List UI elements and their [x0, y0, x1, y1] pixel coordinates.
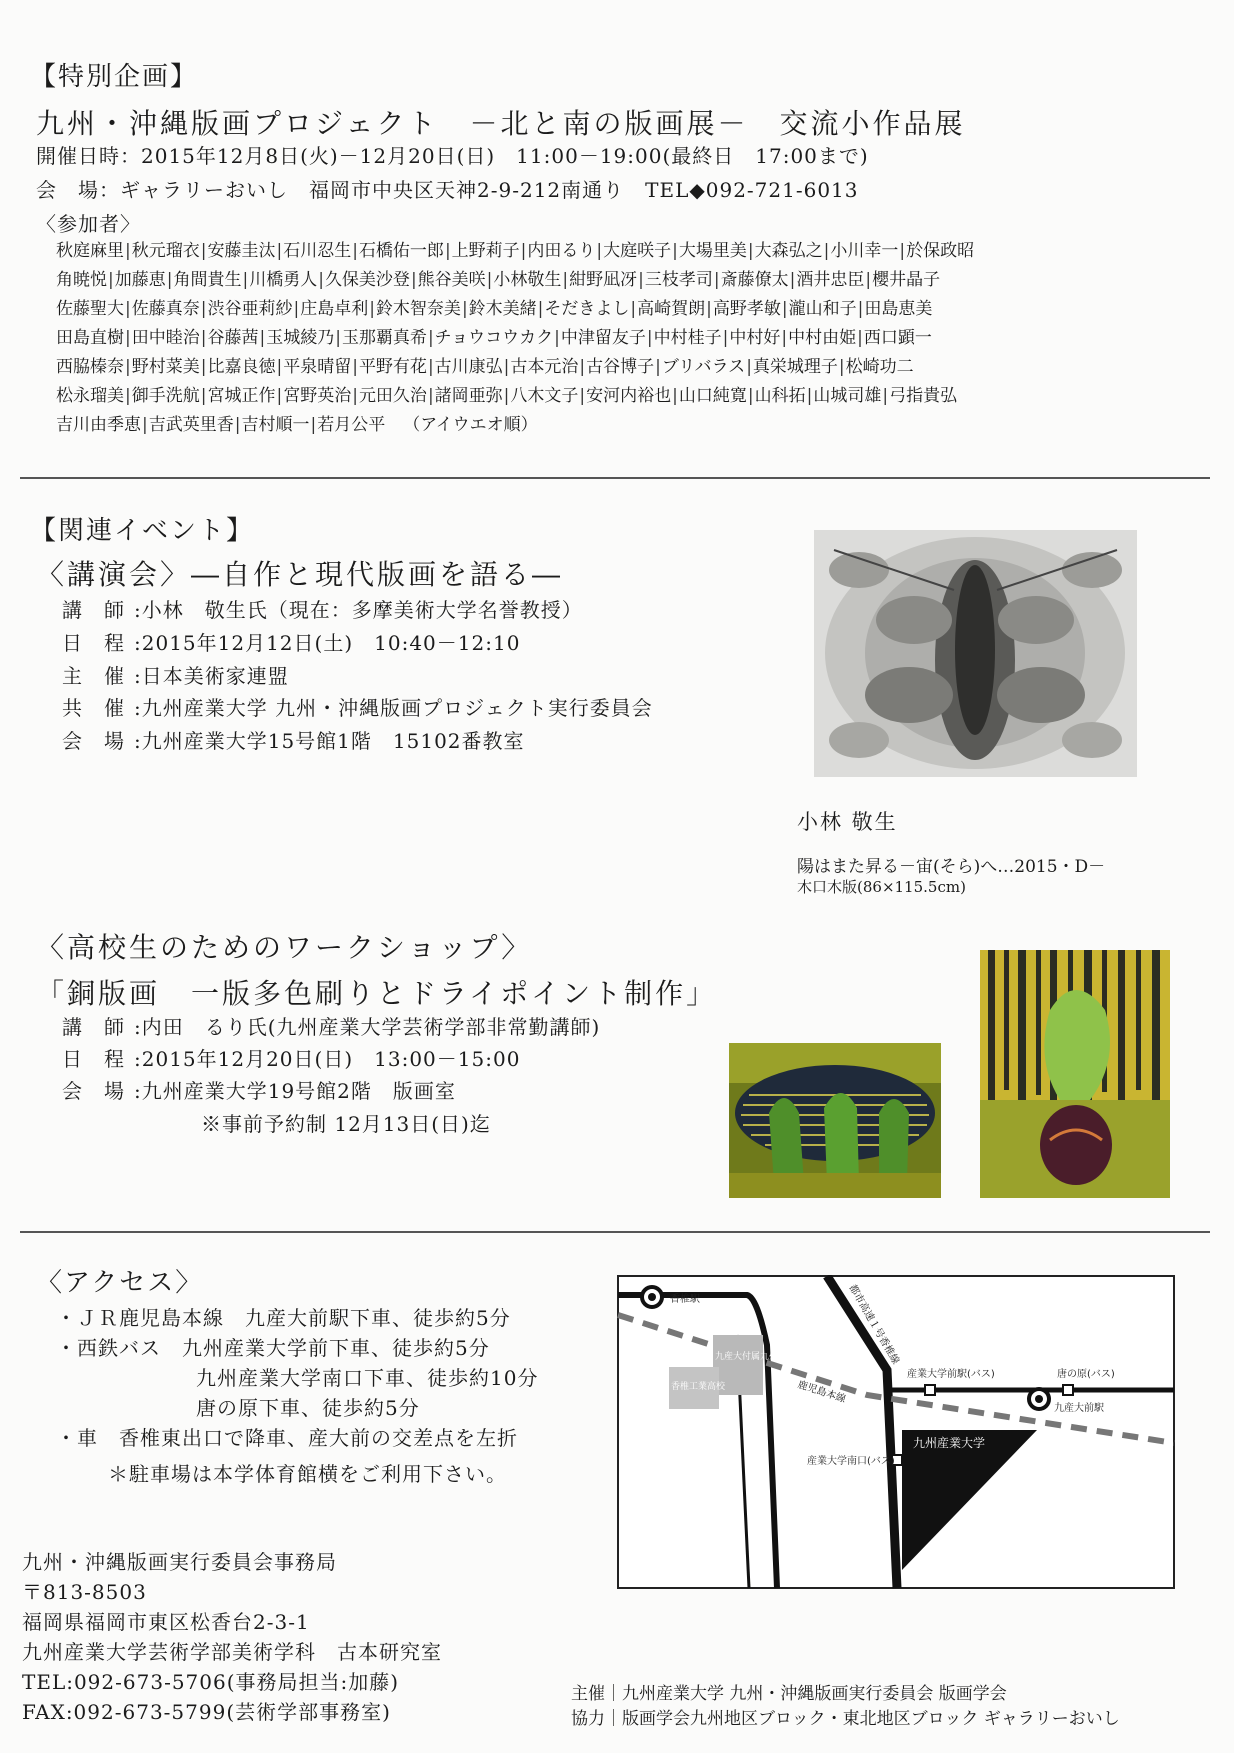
- participant-name: | 野村菜美: [124, 357, 200, 377]
- workshop-venue: [62, 1075, 456, 1104]
- participant-name: | 三枝孝司: [637, 270, 713, 290]
- access-heading: 〈アクセス〉: [36, 1268, 204, 1298]
- participant-name: | 平泉晴留: [275, 357, 351, 377]
- access-bus-tounohara: 唐の原下車、徒歩約5分: [196, 1396, 420, 1420]
- participant-name: 松永瑠美: [56, 386, 124, 406]
- lecture-row-key: 会 場: [62, 729, 125, 753]
- participant-name: | 高野孝敏: [705, 299, 781, 319]
- section-divider: [20, 477, 1210, 479]
- lecture-title: 〈講演会〉―自作と現代版画を語る―: [36, 558, 564, 591]
- map-bus-stop-icon: [925, 1385, 935, 1395]
- participant-name: | 古川康弘: [427, 357, 503, 377]
- map-label-bus-minamiguchi: 産業大学南口(バス): [807, 1456, 895, 1467]
- participant-name: 佐藤聖大: [56, 299, 124, 319]
- participant-name: 秋庭麻里: [56, 241, 124, 261]
- participant-name: | 佐藤真奈: [124, 299, 200, 319]
- participant-name: | 宮城正作: [200, 386, 276, 406]
- participant-name: | 平野有花: [351, 357, 427, 377]
- participant-name: | 熊谷美咲: [410, 270, 486, 290]
- participant-name: | 吉武英里香: [141, 415, 234, 435]
- participant-name: | 中村桂子: [646, 328, 722, 348]
- participant-name: | 吉村順一: [234, 415, 310, 435]
- participant-name: | 中村好: [722, 328, 781, 348]
- participant-name: | 安藤圭汰: [200, 241, 276, 261]
- participant-name: | 御手洗航: [124, 386, 200, 406]
- radish-print: [980, 950, 1170, 1198]
- participant-name: | 田島恵美: [857, 299, 933, 319]
- exhibition-venue: 会 場：ギャラリーおいし 福岡市中央区天神2-9-212南通り TEL◆092-721-6013: [36, 178, 859, 202]
- lecture-row-value: :九州産業大学15号館1階 15102番教室: [134, 729, 525, 753]
- participant-name: | 元田久治: [351, 386, 427, 406]
- participants-row: [56, 324, 1186, 353]
- participant-name: | 渋谷亜莉紗: [200, 299, 293, 319]
- workshop-row-key: 講 師: [62, 1015, 125, 1039]
- artwork-artist: 小林 敬生: [797, 810, 898, 834]
- access-jr: ・ＪＲ鹿児島本線 九産大前駅下車、徒歩約5分: [56, 1306, 511, 1330]
- access-map: [617, 1275, 1175, 1589]
- participants-row: [56, 382, 1186, 411]
- lecture-row-key: 共 催: [62, 696, 125, 720]
- workshop-subtitle: 「銅版画 一版多色刷りとドライポイント制作」: [36, 977, 718, 1010]
- workshop-row-value: :九州産業大学19号館2階 版画室: [134, 1079, 456, 1103]
- exhibition-dates: 開催日時：2015年12月8日(火)－12月20日(日) 11:00－19:00(最終日 17:00まで): [36, 144, 869, 168]
- participants-row: [56, 295, 1186, 324]
- artwork-title: 陽はまた昇る－宙(そら)へ…2015・D－: [797, 857, 1106, 877]
- access-bus-minamiguchi: 九州産業大学南口下車、徒歩約10分: [196, 1366, 539, 1390]
- map-label-kyusandai-station: 九産大前駅: [1054, 1403, 1104, 1414]
- participants-list: [56, 237, 1186, 440]
- lecture-row-key: 講 師: [62, 598, 125, 622]
- participant-name: | 石橋佑一郎: [351, 241, 444, 261]
- participants-row: [56, 353, 1186, 382]
- participant-name: | 若月公平: [309, 415, 385, 435]
- artwork-medium: 木口木版(86×115.5cm): [797, 878, 966, 896]
- map-bus-stop-icon: [1063, 1385, 1073, 1395]
- participant-name: | 田中睦治: [124, 328, 200, 348]
- map-label-kyusan-high: 九産大付属九州高校: [715, 1352, 797, 1362]
- contact-org: 九州・沖縄版画実行委員会事務局: [22, 1550, 337, 1574]
- lecture-speaker: [62, 594, 583, 623]
- artwork-uchida-radish: [980, 950, 1170, 1198]
- participant-name: | 瀧山和子: [781, 299, 857, 319]
- participant-name: | 安河内裕也: [578, 386, 671, 406]
- participant-name: | チョウコウカク: [427, 328, 553, 348]
- lecture-venue: [62, 725, 525, 754]
- participant-name: | 西口顕一: [856, 328, 932, 348]
- participant-name: | 櫻井晶子: [864, 270, 940, 290]
- participant-name: | 谷藤茜: [200, 328, 259, 348]
- participant-name: 西脇榛奈: [56, 357, 124, 377]
- lecture-row-value: :九州産業大学 九州・沖縄版画プロジェクト実行委員会: [134, 696, 653, 720]
- participant-name: | 大場里美: [671, 241, 747, 261]
- participants-heading: 〈参加者〉: [36, 212, 141, 236]
- participant-name: | 小林敬生: [486, 270, 562, 290]
- participant-name: | 玉那覇真希: [334, 328, 427, 348]
- lecture-row-key: 主 催: [62, 664, 125, 688]
- participant-name: | ブリバラス: [654, 357, 745, 377]
- participant-name: | 秋元瑠衣: [124, 241, 200, 261]
- credits-cooperation: 協力｜版画学会九州地区ブロック・東北地区ブロック ギャラリーおいし: [571, 1709, 1120, 1729]
- participant-name: | 酒井忠臣: [789, 270, 865, 290]
- lecture-row-value: :小林 敬生氏（現在：多摩美術大学名誉教授）: [134, 598, 583, 622]
- contact-postal: 〒813-8503: [22, 1580, 147, 1604]
- participant-name: | 大森弘之: [747, 241, 823, 261]
- participant-name: | 弓指貴弘: [881, 386, 957, 406]
- participant-name: | 角間貴生: [166, 270, 242, 290]
- contact-fax: FAX:092-673-5799(芸術学部事務室): [22, 1700, 391, 1724]
- lecture-co-organizer: [62, 692, 653, 721]
- map-label-bus-sandai-mae: 産業大学前駅(バス): [907, 1369, 995, 1380]
- participant-name: | 八木文子: [503, 386, 579, 406]
- contact-lab: 九州産業大学芸術学部美術学科 古本研究室: [22, 1640, 442, 1664]
- participants-row: [56, 237, 1186, 266]
- participant-name: | 久保美沙登: [317, 270, 410, 290]
- participant-name: | 中村由姫: [780, 328, 856, 348]
- section-divider: [20, 1231, 1210, 1233]
- participant-name: | 山口純寛: [671, 386, 747, 406]
- access-bus: ・西鉄バス 九州産業大学前下車、徒歩約5分: [56, 1336, 490, 1360]
- woodcut-pattern: [814, 530, 1137, 777]
- participant-name: | 加藤恵: [107, 270, 166, 290]
- contact-address: 福岡県福岡市東区松香台2-3-1: [22, 1610, 310, 1634]
- workshop-row-key: 会 場: [62, 1079, 125, 1103]
- map-station-kyusandai-dot: [1035, 1395, 1043, 1403]
- vegetable-print: [729, 1043, 941, 1198]
- participant-name: | 古本元治: [503, 357, 579, 377]
- special-heading: 【特別企画】: [30, 62, 199, 92]
- map-label-bus-tounohara: 唐の原(バス): [1057, 1369, 1115, 1380]
- participant-name: | 内田るり: [520, 241, 596, 261]
- map-label-kashii-tech: 香椎工業高校: [671, 1382, 726, 1392]
- participant-name: | 庄島卓利: [292, 299, 368, 319]
- participant-name: | 大庭咲子: [595, 241, 671, 261]
- participants-row: [56, 266, 1186, 295]
- participant-name: 角暁悦: [56, 270, 107, 290]
- workshop-instructor: [62, 1011, 600, 1040]
- exhibition-title: 九州・沖縄版画プロジェクト －北と南の版画展－ 交流小作品展: [36, 107, 966, 140]
- map-label-university: 九州産業大学: [913, 1436, 986, 1450]
- participants-order-note: （アイウエオ順）: [403, 415, 538, 435]
- artwork-kobayashi-image: [814, 530, 1137, 777]
- participant-name: | 上野莉子: [444, 241, 520, 261]
- lecture-row-key: 日 程: [62, 631, 125, 655]
- workshop-row-key: 日 程: [62, 1047, 125, 1071]
- map-label-highway: 都市高速１号香椎線: [846, 1283, 901, 1367]
- participant-name: | 山科拓: [747, 386, 806, 406]
- participant-name: | 斎藤僚太: [713, 270, 789, 290]
- participant-name: | 比嘉良徳: [200, 357, 276, 377]
- workshop-row-value: :内田 るり氏(九州産業大学芸術学部非常勤講師): [134, 1015, 601, 1039]
- participant-name: | 玉城綾乃: [258, 328, 334, 348]
- participant-name: | 諸岡亜弥: [427, 386, 503, 406]
- participant-name: | そだきよし: [537, 299, 630, 319]
- lecture-organizer: [62, 660, 289, 689]
- workshop-title: 〈高校生のためのワークショップ〉: [36, 931, 533, 964]
- participant-name: | 紺野凪冴: [561, 270, 637, 290]
- participant-name: | 真栄城理子: [745, 357, 838, 377]
- participant-name: 田島直樹: [56, 328, 124, 348]
- participant-name: 吉川由季恵: [56, 415, 141, 435]
- workshop-date: [62, 1043, 520, 1072]
- participant-name: | 中津留友子: [553, 328, 646, 348]
- lecture-row-value: :2015年12月12日(土) 10:40－12:10: [134, 631, 521, 655]
- participant-name: | 松崎功二: [838, 357, 914, 377]
- artwork-uchida-vegetables: [729, 1043, 941, 1198]
- lecture-date: [62, 627, 520, 656]
- participants-row: [56, 411, 1186, 440]
- map-station-kashii-dot: [648, 1293, 656, 1301]
- map-label-kashii-station: 香椎駅: [670, 1294, 700, 1305]
- credits-organizers: 主催｜九州産業大学 九州・沖縄版画実行委員会 版画学会: [571, 1684, 1007, 1704]
- participant-name: | 宮野英治: [275, 386, 351, 406]
- participant-name: | 川橋勇人: [241, 270, 317, 290]
- participant-name: | 於保政昭: [898, 241, 974, 261]
- workshop-reservation-note: ※事前予約制 12月13日(日)迄: [201, 1112, 491, 1136]
- contact-tel: TEL:092-673-5706(事務局担当:加藤): [22, 1670, 400, 1694]
- participant-name: | 小川幸一: [823, 241, 899, 261]
- access-car: ・車 香椎東出口で降車、産大前の交差点を左折: [56, 1426, 518, 1450]
- workshop-row-value: :2015年12月20日(日) 13:00－15:00: [134, 1047, 521, 1071]
- participant-name: | 石川忍生: [275, 241, 351, 261]
- participant-name: | 高崎賀朗: [629, 299, 705, 319]
- access-parking-note: ＊駐車場は本学体育館横をご利用下さい。: [108, 1462, 507, 1486]
- participant-name: | 山城司雄: [806, 386, 882, 406]
- participant-name: | 鈴木智奈美: [368, 299, 461, 319]
- participant-name: | 古谷博子: [578, 357, 654, 377]
- lecture-row-value: :日本美術家連盟: [134, 664, 289, 688]
- map-label-kagoshima-line: 鹿児島本線: [796, 1379, 848, 1406]
- events-heading: 【関連イベント】: [30, 516, 255, 546]
- participant-name: | 鈴木美緒: [461, 299, 537, 319]
